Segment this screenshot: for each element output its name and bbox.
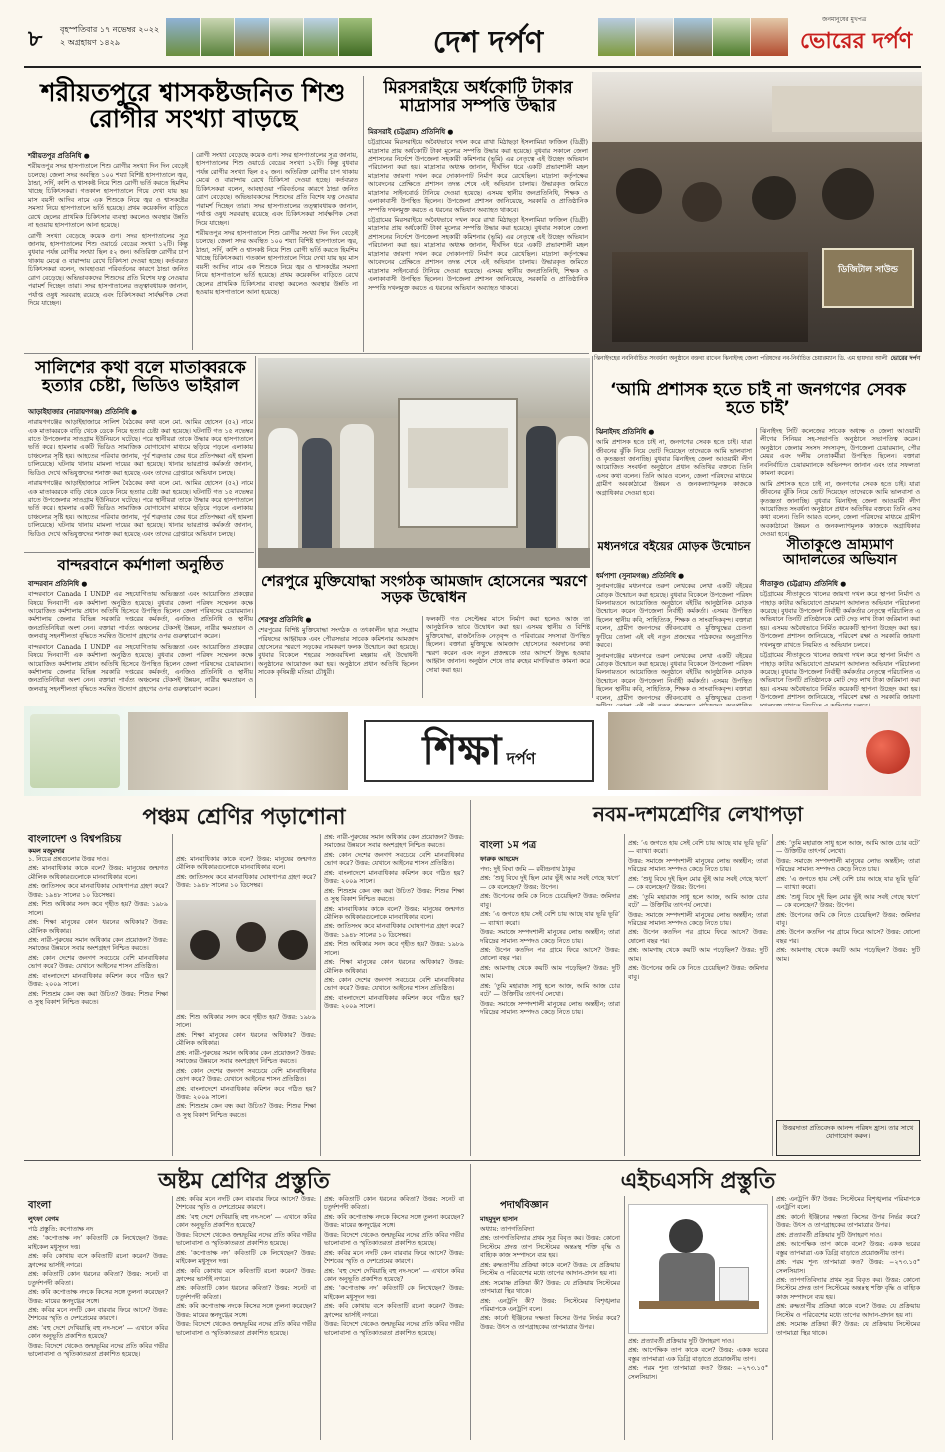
question-item: উত্তর: সমাজে সম্পদশালী মানুষের লোভ অন্তহীন; তারা দরিদ্রের সামান্য সম্পদও কেড়ে নিতে চায়। — [628, 911, 768, 927]
class9-questions-col2 — [628, 840, 768, 1156]
question-item: প্রশ্ন: শিশুশ্রম কেন বন্ধ করা উচিত? উত্তর: শিশুর শিক্ষা ও সুস্থ বিকাশ নিশ্চিত করতে। — [324, 887, 464, 904]
question-item: প্রশ্ন: বাংলাদেশে মানবাধিকার কমিশন কবে গঠিত হয়? উত্তর: ২০০৯ সালে। — [324, 869, 464, 886]
question-item: অধ্যায়: তাপগতিবিদ্যা — [480, 1226, 535, 1233]
story5-photo — [258, 358, 590, 568]
question-item: প্রশ্ন: নারী-পুরুষের সমান অধিকার কেন প্রয়োজন? উত্তর: সমাজের উন্নয়নে সবার অংশগ্রহণ নিশ্চিত করতে। — [176, 1049, 316, 1066]
question-item: প্রশ্ন: ‘কপোতাক্ষ নদ’ কবিতাটি কে লিখেছেন? উত্তর: মাইকেল মধুসূদন দত্ত। — [324, 1285, 464, 1301]
story6-headline[interactable]: ‘আমি প্রশাসক হতে চাই না জনগণের সেবক হতে চাই’ — [610, 380, 906, 418]
header-photo-strip — [166, 18, 372, 56]
story2-headline[interactable]: মিরসরাইয়ে অর্ধকোটি টাকার মাদ্রাসার সম্পত্তি উদ্ধার — [383, 78, 573, 116]
question-item: প্রশ্ন: কোন দেশের জনগণ সবচেয়ে বেশি মানবাধিকার ভোগ করে? উত্তর: যেখানে আইনের শাসন প্রতিষ্ঠিত। — [324, 977, 464, 993]
question-item: প্রশ্ন: শিশুশ্রম কেন বন্ধ করা উচিত? উত্তর: শিশুর শিক্ষা ও সুস্থ বিকাশ নিশ্চিত করতে। — [28, 990, 168, 1006]
question-item: প্রশ্ন: শিশুশ্রম কেন বন্ধ করা উচিত? উত্তর: শিশুর শিক্ষা ও সুস্থ বিকাশ নিশ্চিত করতে। — [176, 1103, 316, 1119]
story1-headline[interactable]: শরীয়তপুরে শ্বাসকষ্টজনিত শিশু রোগীর সংখ্যা বাড়ছে — [40, 78, 346, 134]
question-item: প্রশ্ন: পরম শূন্য তাপমাত্রা কত? উত্তর: −২৭৩.১৫° সেলসিয়াস। — [776, 1259, 920, 1275]
question-item: প্রশ্ন: উপেন কতদিন পর গ্রামে ফিরে আসে? উত্তর: ষোলো বছর পর। — [628, 929, 768, 945]
question-item: পদ্য: দুই বিঘা জমি — রবীন্দ্রনাথ ঠাকুর — [480, 866, 575, 873]
question-item: প্রশ্ন: উপেনের জমি কে নিতে চেয়েছিল? উত্তর: জমিদার বাবু। — [628, 965, 768, 981]
hsc-title[interactable]: এইচএসসি প্রস্তুতি — [620, 1169, 776, 1194]
question-item: প্রশ্ন: বাংলাদেশে মানবাধিকার কমিশন কবে গঠিত হয়? উত্তর: ২০০৯ সালে। — [28, 972, 168, 989]
story5-body-a — [258, 616, 418, 698]
story5-text-b: ফলকটি গত সেপ্টেম্বর মাসে নির্মাণ করা হলেও আজ তা আনুষ্ঠানিক ভাবে উদ্বোধন করা হয়। এসময় স্থানীয় ও বিশিষ্ট মুক্তিযোদ্ধা, রাজনৈতিক নেতৃবৃন্দ ও পরিবারের সদস্যরা উপস্থিত ছিলেন। বক্তারা মুক্তিযুদ্ধে আমজাদ হোসেনের অবদানের কথা স্মরণ করেন এবং নতুন প্রজন্মকে তার আদর্শে উদ্বুদ্ধ হওয়ার আহ্বান জানান। অনুষ্ঠান শেষে তার রুহের মাগফিরাত কামনা করে দোয়া করা হয়। — [426, 616, 590, 674]
story8-headline[interactable]: সীতাকুণ্ডে ভ্রাম্যমাণ আদালতের অভিযান — [783, 537, 897, 568]
page-number: ৮ — [28, 27, 43, 52]
story4-headline[interactable]: বান্দরবানে কর্মশালা অনুষ্ঠিত — [57, 556, 224, 574]
story3-byline: আড়াইহাজার (নারায়ণগঞ্জ) প্রতিনিধি ● — [28, 408, 138, 416]
question-item: প্রশ্ন: নারী-পুরুষের সমান অধিকার কেন প্রয়োজন? উত্তর: সমাজের উন্নয়নে সবার অংশগ্রহণ নিশ্চিত করতে। — [28, 936, 168, 953]
question-item: প্রশ্ন: শিশু অধিকার সনদ কবে গৃহীত হয়? উত্তর: ১৯৮৯ সালে। — [176, 1014, 316, 1030]
class9-answer-note: উত্তরদাতা প্রতিবেদক আনন্দ পরিষদ হ্রাস। তার সাথে যোগাযোগ করুন। — [776, 1120, 920, 1156]
question-item: প্রশ্ন: কবি কোথায় বসে কবিতাটি রচনা করেন? উত্তর: ফ্রান্সের ভার্সাই নগরে। — [324, 1303, 464, 1319]
question-item: প্রশ্ন: আপেক্ষিক তাপ কাকে বলে? উত্তর: একক ভরের বস্তুর তাপমাত্রা এক ডিগ্রি বাড়াতে প্রয়োজনীয় তাপ। — [628, 1347, 768, 1363]
question-item: প্রশ্ন: কোন দেশের জনগণ সবচেয়ে বেশি মানবাধিকার ভোগ করে? উত্তর: যেখানে আইনের শাসন প্রতিষ্ঠিত। — [176, 1067, 316, 1084]
question-item: প্রশ্ন: ‘তুমি মহারাজ সাধু হলে আজ, আমি আজ চোর বটে’ — উক্তিটির তাৎপর্য লেখো। — [480, 982, 620, 999]
question-item: প্রশ্ন: জাতিসংঘ কবে মানবাধিকার ঘোষণাপত্র গ্রহণ করে? উত্তর: ১৯৪৮ সালের ১০ ডিসেম্বর। — [176, 873, 316, 890]
story1-text-a-cont: রোগী সংখ্যা বেড়েছে কয়েক গুণ। সদর হাসপাতালের সূত্র জানায়, হাসপাতালের শিশু ওয়ার্ডে বেডের সংখ্যা ১২টি। কিন্তু বুধবার পর্যন্ত রোগীর সংখ্যা ছিল ৫২ জন। অতিরিক্ত রোগীর চাপ থাকায় মেঝে ও বারান্দায় রেখে চিকিৎসা দেওয়া হচ্ছে। কর্তব্যরত চিকিৎসকরা বলেন, আবহাওয়া পরিবর্তনের কারণে ঠান্ডা জনিত রোগ বেড়েছে। অভিভাবকদের শিশুদের প্রতি বিশেষ যত্ন নেওয়ার পরামর্শ দিচ্ছেন তারা। সদর হাসপাতালের তত্ত্বাবধায়ক জানান, পর্যাপ্ত ওষুধ সরবরাহ রয়েছে এবং চিকিৎসকরা সার্বক্ষণিক সেবা দিয়ে যাচ্ছেন। — [28, 232, 188, 308]
story4-text: বান্দরবানে Canada I UNDP এর সহযোগিতায় অভিজ্ঞতা এবং আয়োজিত প্রকল্পের বিষয়ে দিনব্যাপী এক কর্মশালা অনুষ্ঠিত হয়েছে। বুধবার জেলা পরিষদ সম্মেলন কক্ষে আয়োজিত কর্মশালায় প্রধান অতিথি হিসেবে উপস্থিত ছিলেন জেলা পরিষদের চেয়ারম্যান। কর্মশালায় জেলার বিভিন্ন সরকারি দপ্তরের কর্মকর্তা, এনজিও প্রতিনিধি ও স্থানীয় জনপ্রতিনিধিরা অংশ নেন। বক্তারা পার্বত্য অঞ্চলের টেকসই উন্নয়ন, নারীর ক্ষমতায়ন ও জলবায়ু সহনশীলতা বৃদ্ধিতে সমন্বিত উদ্যোগ গ্রহণের ওপর গুরুত্বারোপ করেন। — [28, 591, 253, 641]
class5-questions-col3 — [324, 834, 464, 1156]
question-item: প্রশ্ন: পরম শূন্য তাপমাত্রা কত? উত্তর: −২৭৩.১৫° সেলসিয়াস। — [628, 1365, 768, 1381]
question-item: প্রশ্ন: উপেনের জমি কে নিতে চেয়েছিল? উত্তর: জমিদার বাবু। — [776, 911, 920, 927]
story6-photo — [592, 72, 922, 352]
class9-questions-col3 — [776, 840, 920, 1116]
question-item: প্রশ্ন: এনট্রপি কী? উত্তর: সিস্টেমের বিশৃঙ্খলার পরিমাপকে এনট্রপি বলে। — [776, 1196, 920, 1212]
story2-text: চট্টগ্রামের মিরসরাইয়ে অবৈধভাবে দখল করে রাখা মিঠাছড়া ইসলামিয়া ফাজিল (ডিগ্রী) মাদ্রাসার প্রায় অর্ধকোটি টাকা মূল্যের সম্পত্তি উদ্ধার করা হয়েছে। বুধবার সকালে জেলা প্রশাসনের নির্দেশে উপজেলা সহকারী কমিশনার (ভূমি) এর নেতৃত্বে এই উচ্ছেদ অভিযান পরিচালনা করা হয়। মাদ্রাসার অধ্যক্ষ জানান, দীর্ঘদিন ধরে একটি প্রভাবশালী মহল মাদ্রাসার জায়গা দখল করে দোকানপাট নির্মাণ করে রেখেছিল। মাদ্রাসা কর্তৃপক্ষের আবেদনের প্রেক্ষিতে প্রশাসন তদন্ত শেষে এই অভিযান চালায়। উদ্ধারকৃত জমিতে মাদ্রাসার সাইনবোর্ড টানিয়ে দেওয়া হয়েছে। এসময় স্থানীয় জনপ্রতিনিধি, শিক্ষক ও এলাকাবাসী উপস্থিত ছিলেন। উপজেলা প্রশাসন জানিয়েছে, সরকারি ও প্রাতিষ্ঠানিক সম্পত্তি দখলমুক্ত করতে এ ধরনের অভিযান অব্যাহত থাকবে। — [368, 139, 588, 214]
question-item: উত্তর: সমাজে সম্পদশালী মানুষের লোভ অন্তহীন; তারা দরিদ্রের সামান্য সম্পদও কেড়ে নিতে চায়। — [628, 857, 768, 874]
story7-headline[interactable]: মধ্যনগরে বইয়ের মোড়ক উন্মোচন — [597, 539, 751, 553]
question-item: প্রশ্ন: ‘শুধু বিঘে দুই ছিল মোর ভুঁই আর সবই গেছে ঋণে’ — কে বলেছেন? উত্তর: উপেন। — [628, 875, 768, 892]
story8-body — [760, 580, 920, 702]
story7-byline: ধর্মপাশা (সুনামগঞ্জ) প্রতিনিধি ● — [596, 572, 685, 580]
story6-photo-caption: ঝিনাইদহের নবনির্বাচিত সংবর্ধনা অনুষ্ঠানে বক্তব্য রাখেন ঝিনাইদহ জেলা পরিষদের নব-নির্বাচিত চেয়ারম্যান ডি. এম হায়দার আলী ভোরের দর্পণ — [594, 356, 920, 362]
story4-byline: বান্দরবান প্রতিনিধি ● — [28, 580, 88, 588]
question-item: প্রশ্ন: কবির মনে নদটি কেন বারবার ফিরে আসে? উত্তর: শৈশবের স্মৃতি ও দেশপ্রেমের কারণে। — [324, 1249, 464, 1266]
story6-body-a — [596, 428, 752, 534]
class8-teacher: লুৎফা বেগম — [28, 1215, 59, 1223]
question-item: প্রশ্ন: কবি কপোতাক্ষ নদকে কিসের সঙ্গে তুলনা করেছেন? উত্তর: মায়ের স্তনদুগ্ধের সঙ্গে। — [176, 1303, 316, 1319]
story7-text-cont: সুনামগঞ্জের মধ্যনগরে তরুণ লেখকের লেখা একটি বইয়ের মোড়ক উন্মোচন করা হয়েছে। বুধবার বিকেলে উপজেলা পরিষদ মিলনায়তনে আয়োজিত অনুষ্ঠানে বইটির আনুষ্ঠানিক মোড়ক উন্মোচন করেন উপজেলা নির্বাহী কর্মকর্তা। এসময় উপস্থিত ছিলেন স্থানীয় কবি, সাহিত্যিক, শিক্ষক ও সাংবাদিকবৃন্দ। বক্তারা বলেন, গ্রামীণ জনপদের জীবনবোধ ও মুক্তিযুদ্ধের চেতনা — [596, 652, 752, 702]
question-item: প্রশ্ন: ‘এ জগতে হায় সেই বেশি চায় আছে যার ভূরি ভূরি’ — ব্যাখ্যা করো। — [480, 911, 620, 927]
question-item: প্রশ্ন: রুদ্ধতাপীয় প্রক্রিয়া কাকে বলে? উত্তর: যে প্রক্রিয়ায় সিস্টেম ও পরিবেশের মধ্যে তাপের আদান-প্রদান হয় না। — [776, 1303, 920, 1319]
question-item: প্রশ্ন: কবিতাটি কোন ধরনের কবিতা? উত্তর: সনেট বা চতুর্দশপদী কবিতা। — [176, 1285, 316, 1301]
story7-body — [596, 572, 752, 702]
question-item: প্রশ্ন: শিক্ষা মানুষের কোন ধরনের অধিকার? উত্তর: মৌলিক অধিকার। — [324, 959, 464, 975]
story4-text-cont: বান্দরবানে Canada I UNDP এর সহযোগিতায় অভিজ্ঞতা এবং আয়োজিত প্রকল্পের বিষয়ে দিনব্যাপী এক কর্মশালা অনুষ্ঠিত হয়েছে। বুধবার জেলা পরিষদ সম্মেলন কক্ষে আয়োজিত কর্মশালায় প্রধান অতিথি হিসেবে উপস্থিত ছিলেন জেলা পরিষদের চেয়ারম্যান। কর্মশালায় জেলার বিভিন্ন সরকারি দপ্তরের কর্মকর্তা, এনজিও প্রতিনিধি ও স্থানীয় জনপ্রতিনিধিরা অংশ নেন। বক্তারা পার্বত্য অঞ্চলের টেকসই উন্নয়ন, নারীর ক্ষমতায়ন ও জলবায়ু সহনশীলতা বৃদ্ধিতে সমন্বিত উদ্যোগ গ্রহণের ওপর গুরুত্বারোপ করেন। — [28, 643, 253, 693]
question-item: প্রশ্ন: কবি কোথায় বসে কবিতাটি রচনা করেন? উত্তর: ফ্রান্সের ভার্সাই নগরে। — [28, 1253, 168, 1269]
story3-text-cont: নারায়ণগঞ্জের আড়াইহাজারে সালিশ বৈঠকের কথা বলে মো. আমির হোসেন (৫২) নামে এক মাতাব্বরকে বাড়ি থেকে ডেকে নিয়ে হত্যার চেষ্টা করা হয়েছে। ঘটনাটি গত ১৫ নভেম্বর রাতে উপজেলার সাতগ্রাম ইউনিয়নে ঘটেছে। পরে স্থানীয়রা তাকে উদ্ধার করে হাসপাতালে ভর্তি করে। হামলার একটি ভিডিও সামাজিক যোগাযোগ মাধ্যমে ছড়িয়ে পড়লে এলাকায় চাঞ্চল্যের সৃষ্টি হয়। আহতের পরিবার জানায়, পূর্ব শত্রুতার জের ধরে প্রতিপক্ষরা এই হামলা চালিয়েছে। ঘটনায় থানায় মামলা দায়ের করা হয়েছে। থানার ভারপ্রাপ্ত কর্মকর্তা জানান, ভিডিও দেখে অভিযুক্তদের শনাক্ত করা হয়েছে এবং তাদের গ্রেপ্তারে অভিযান চলছে। — [28, 480, 253, 538]
story8-text-cont: চট্টগ্রামের সীতাকুণ্ডে খালের জায়গা দখল করে স্থাপনা নির্মাণ ও পাহাড় কাটার অভিযোগে ভ্রাম্যমাণ আদালত অভিযান পরিচালনা করেছে। বুধবার উপজেলা নির্বাহী কর্মকর্তার নেতৃত্বে পরিচালিত এ অভিযানে তিনটি প্রতিষ্ঠানকে মোট দেড় লাখ টাকা জরিমানা করা হয়। এসময় অবৈধভাবে নির্মিত কয়েকটি স্থাপনা উচ্ছেদ করা হয়। উপজেলা প্রশাসন জানিয়েছে, পরিবেশ রক্ষা ও সরকারি জায়গা — [760, 652, 920, 702]
question-item: উত্তর: বিদেশে থেকেও জন্মভূমির নদের প্রতি কবির গভীর ভালোবাসা ও স্মৃতিকাতরতা প্রকাশিত হয়েছে। — [176, 1321, 317, 1337]
story5-byline: শেরপুর প্রতিনিধি ● — [258, 616, 312, 624]
question-item: উত্তর: সমাজে সম্পদশালী মানুষের লোভ অন্তহীন; তারা দরিদ্রের সামান্য সম্পদও কেড়ে নিতে চায়। — [480, 1000, 620, 1016]
class8-title[interactable]: অষ্টম শ্রেণির প্রস্তুতি — [158, 1169, 330, 1194]
hsc-questions-col1 — [480, 1226, 620, 1440]
question-item: উত্তর: বিদেশে থেকেও জন্মভূমির নদের প্রতি কবির গভীর ভালোবাসা ও স্মৃতিকাতরতা প্রকাশিত হয়েছে। — [324, 1231, 465, 1248]
apple-icon — [866, 730, 910, 774]
hsc-questions-col2 — [628, 1338, 768, 1440]
question-item: প্রশ্ন: কোন দেশের জনগণ সবচেয়ে বেশি মানবাধিকার ভোগ করে? উত্তর: যেখানে আইনের শাসন প্রতিষ্ঠিত। — [28, 954, 168, 971]
question-item: প্রশ্ন: কোন দেশের জনগণ সবচেয়ে বেশি মানবাধিকার ভোগ করে? উত্তর: যেখানে আইনের শাসন প্রতিষ্ঠিত। — [324, 851, 464, 868]
story1-text-b: রোগী সংখ্যা বেড়েছে কয়েক গুণ। সদর হাসপাতালের সূত্র জানায়, হাসপাতালের শিশু ওয়ার্ডে বেডের সংখ্যা ১২টি। কিন্তু বুধবার পর্যন্ত রোগীর সংখ্যা ছিল ৫২ জন। অতিরিক্ত রোগীর চাপ থাকায় মেঝে ও বারান্দায় রেখে চিকিৎসা দেওয়া হচ্ছে। কর্তব্যরত চিকিৎসকরা বলেন, আবহাওয়া পরিবর্তনের কারণে ঠান্ডা জনিত রোগ বেড়েছে। অভিভাবকদের শিশুদের প্রতি বিশেষ যত্ন নেওয়ার পরামর্শ দিচ্ছেন তারা। সদর হাসপাতালের তত্ত্বাবধায়ক জানান, পর্যাপ্ত ওষুধ সরবরাহ রয়েছে এবং চিকিৎসকরা সার্বক্ষণিক সেবা দিয়ে যাচ্ছেন। — [196, 152, 358, 227]
question-item: প্রশ্ন: কবিতাটি কোন ধরনের কবিতা? উত্তর: সনেট বা চতুর্দশপদী কবিতা। — [28, 1271, 168, 1287]
question-item: প্রশ্ন: তাপগতিবিদ্যার প্রথম সূত্র বিবৃত কর। উত্তর: কোনো সিস্টেমে প্রদত্ত তাপ সিস্টেমের অন্তঃস্থ শক্তি বৃদ্ধি ও বাহ্যিক কাজ সম্পাদনে ব্যয় হয়। — [776, 1276, 920, 1301]
education-banner — [24, 706, 921, 796]
question-item: প্রশ্ন: ‘কপোতাক্ষ নদ’ কবিতাটি কে লিখেছেন? উত্তর: মাইকেল মধুসূদন দত্ত। — [28, 1235, 168, 1251]
question-item: প্রশ্ন: ‘শুধু বিঘে দুই ছিল মোর ভুঁই আর সবই গেছে ঋণে’ — কে বলেছেন? উত্তর: উপেন। — [776, 893, 920, 910]
question-item: প্রশ্ন: শিশু অধিকার সনদ কবে গৃহীত হয়? উত্তর: ১৯৮৯ সালে। — [324, 941, 464, 957]
question-item: উত্তর: বিদেশে থেকেও জন্মভূমির নদের প্রতি কবির গভীর ভালোবাসা ও স্মৃতিকাতরতা প্রকাশিত হয়েছে। — [28, 1342, 169, 1359]
question-item: প্রশ্ন: প্রত্যাবর্তী প্রক্রিয়ার দুটি উদাহরণ দাও। — [628, 1338, 734, 1345]
story5-headline[interactable]: শেরপুরে মুক্তিযোদ্ধা সংগঠক আমজাদ হোসেনের স্মরণে সড়ক উদ্বোধন — [261, 572, 587, 606]
question-item: প্রশ্ন: রুদ্ধতাপীয় প্রক্রিয়া কাকে বলে? উত্তর: যে প্রক্রিয়ায় সিস্টেম ও পরিবেশের মধ্যে তাপের আদান-প্রদান হয় না। — [480, 1261, 620, 1278]
question-item: প্রশ্ন: নারী-পুরুষের সমান অধিকার কেন প্রয়োজন? উত্তর: সমাজের উন্নয়নে সবার অংশগ্রহণ নিশ্চিত করতে। — [324, 834, 464, 850]
question-item: উত্তর: সমাজে সম্পদশালী মানুষের লোভ অন্তহীন; তারা দরিদ্রের সামান্য সম্পদও কেড়ে নিতে চায়। — [480, 929, 620, 945]
banner-photo-students-left — [128, 712, 348, 790]
question-item: প্রশ্ন: মানবাধিকার কাকে বলে? উত্তর: মানুষের জন্মগত মৌলিক অধিকারগুলোকে মানবাধিকার বলে। — [28, 865, 168, 881]
question-item: প্রশ্ন: এনট্রপি কী? উত্তর: সিস্টেমের বিশৃঙ্খলার পরিমাপকে এনট্রপি বলে। — [480, 1297, 620, 1313]
class5-questions-col1 — [28, 856, 168, 1156]
question-item: প্রশ্ন: কবির মনে নদটি কেন বারবার ফিরে আসে? উত্তর: শৈশবের স্মৃতি ও দেশপ্রেমের কারণে। — [28, 1306, 168, 1323]
question-item: প্রশ্ন: কার্নো ইঞ্জিনের দক্ষতা কিসের উপর নির্ভর করে? উত্তর: উৎস ও তাপগ্রাহকের তাপমাত্রার উপর। — [776, 1213, 920, 1230]
question-item: প্রশ্ন: আমগাছ থেকে কয়টি আম পড়েছিল? উত্তর: দুটি আম। — [628, 947, 768, 963]
header-rule — [24, 66, 921, 68]
question-item: প্রশ্ন: জাতিসংঘ কবে মানবাধিকার ঘোষণাপত্র গ্রহণ করে? উত্তর: ১৯৪৮ সালের ১০ ডিসেম্বর। — [28, 883, 168, 899]
hsc-subject: পদার্থবিজ্ঞান — [500, 1200, 549, 1211]
question-item: প্রশ্ন: কবি কপোতাক্ষ নদকে কিসের সঙ্গে তুলনা করেছেন? উত্তর: মায়ের স্তনদুগ্ধের সঙ্গে। — [28, 1289, 168, 1305]
question-item: উত্তর: বিদেশে থেকেও জন্মভূমির নদের প্রতি কবির গভীর ভালোবাসা ও স্মৃতিকাতরতা প্রকাশিত হয়েছে। — [324, 1321, 465, 1337]
date-line-bangla: ২ অগ্রহায়ণ ১৪২৯ — [60, 38, 121, 47]
question-item: প্রশ্ন: বাংলাদেশে মানবাধিকার কমিশন কবে গঠিত হয়? উত্তর: ২০০৯ সালে। — [176, 1085, 316, 1101]
education-title-main: শিক্ষা — [422, 728, 502, 774]
story1-text-b-cont: শরীয়তপুর সদর হাসপাতালে শিশু রোগীর সংখ্যা দিন দিন বেড়েই চলেছে। জেলা সদর অবস্থিত ১০০ শয্যা বিশিষ্ট হাসপাতালে জ্বর, ঠান্ডা, সর্দি, কাশি ও শ্বাসকষ্ট নিয়ে শিশু রোগী ভর্তি করতে হিমশিম খাচ্ছে চিকিৎসকরা। গতকাল হাসপাতালে গিয়ে দেখা যায় ছয় মাস বয়সী আদিব নামে এক শিশুকে নিয়ে জ্বর ও শ্বাসকষ্টের সমস্যা নিয়ে হাসপাতালে ভর্তি হয়েছে। প্রথম কয়েকদিন বাড়িতে রেখে ছেলের প্রাথমিক চিকিৎসার ব্যবস্থা করলেও অবস্থার উন্নতি না হওয়ায় হাসপাতালে আনা হয়েছে। — [196, 229, 358, 296]
header-photo-strip-right — [598, 18, 788, 56]
question-item: প্রশ্ন: উপেন কতদিন পর গ্রামে ফিরে আসে? উত্তর: ষোলো বছর পর। — [480, 946, 620, 963]
hsc-teacher: মাহমুদুল হাসান — [480, 1215, 518, 1223]
question-item: প্রশ্ন: শিশু অধিকার সনদ কবে গৃহীত হয়? উত্তর: ১৯৮৯ সালে। — [28, 901, 168, 917]
question-item: প্রশ্ন: ‘তুমি মহারাজ সাধু হলে আজ, আমি আজ চোর বটে’ — উক্তিটির তাৎপর্য লেখো। — [776, 840, 920, 856]
class5-questions-col2 — [176, 856, 316, 898]
question-item: উত্তর: বিদেশে থেকেও জন্মভূমির নদের প্রতি কবির গভীর ভালোবাসা ও স্মৃতিকাতরতা প্রকাশিত হয়েছে। — [176, 1231, 317, 1248]
story4-body — [28, 580, 253, 698]
education-title-suffix: দর্পণ — [506, 749, 536, 768]
question-item: প্রশ্ন: কবি কপোতাক্ষ নদকে কিসের সঙ্গে তুলনা করেছেন? উত্তর: মায়ের স্তনদুগ্ধের সঙ্গে। — [324, 1213, 464, 1230]
question-item: প্রশ্ন: তাপগতিবিদ্যার প্রথম সূত্র বিবৃত কর। উত্তর: কোনো সিস্টেমে প্রদত্ত তাপ সিস্টেমের অন্তঃস্থ শক্তি বৃদ্ধি ও বাহ্যিক কাজ সম্পাদনে ব্যয় হয়। — [480, 1235, 620, 1260]
class5-questions-col2b — [176, 1014, 316, 1156]
question-item: প্রশ্ন: কবিতাটি কোন ধরনের কবিতা? উত্তর: সনেট বা চতুর্দশপদী কবিতা। — [324, 1196, 464, 1212]
banner-illustration-left — [30, 714, 120, 788]
question-item: প্রশ্ন: কবির মনে নদটি কেন বারবার ফিরে আসে? উত্তর: শৈশবের স্মৃতি ও দেশপ্রেমের কারণে। — [176, 1196, 316, 1212]
podium-banner: ডিজিটাল সাউন্ড — [838, 265, 898, 275]
story6-text-a: আমি প্রশাসক হতে চাই না, জনগণের সেবক হতে চাই। যারা জীবনের ঝুঁকি নিয়ে ভোট দিয়েছেন তাদেরকে আমি ভালবাসা ও কৃতজ্ঞতা জানাচ্ছি। বুধবার ঝিনাইদহ জেলা আওয়ামী লীগ আয়োজিত সংবর্ধনা অনুষ্ঠানে প্রধান অতিথির বক্তব্যে তিনি এসব কথা বলেন। তিনি আরও বলেন, জেলা পরিষদের মাধ্যমে গ্রামীণ অবকাঠামো উন্নয়ন ও জনকল্যাণমূলক কাজকে অগ্রাধিকার দেওয়া হবে। — [596, 439, 752, 497]
story6-body-b — [760, 428, 920, 539]
story3-text: নারায়ণগঞ্জের আড়াইহাজারে সালিশ বৈঠকের কথা বলে মো. আমির হোসেন (৫২) নামে এক মাতাব্বরকে বাড়ি থেকে ডেকে নিয়ে হত্যার চেষ্টা করা হয়েছে। ঘটনাটি গত ১৫ নভেম্বর রাতে উপজেলার সাতগ্রাম ইউনিয়নে ঘটেছে। পরে স্থানীয়রা তাকে উদ্ধার করে হাসপাতালে ভর্তি করে। হামলার একটি ভিডিও সামাজিক যোগাযোগ মাধ্যমে ছড়িয়ে পড়লে এলাকায় চাঞ্চল্যের সৃষ্টি হয়। আহতের পরিবার জানায়, পূর্ব শত্রুতার জের ধরে প্রতিপক্ষরা এই হামলা চালিয়েছে। ঘটনায় থানায় মামলা দায়ের করা হয়েছে। থানার ভারপ্রাপ্ত কর্মকর্তা জানান, ভিডিও দেখে অভিযুক্তদের শনাক্ত করা হয়েছে এবং তাদের গ্রেপ্তারে অভিযান চলছে। — [28, 419, 253, 477]
brand-tagline: জনমানুষের মুখপত্র — [822, 16, 867, 23]
story6-text-b: ঝিনাইদহ সিটি কলেজের সাবেক অধ্যক্ষ ও জেলা আওয়ামী লীগের সিনিয়র সহ-সভাপতি অনুষ্ঠানে সভাপতিত্ব করেন। অনুষ্ঠানে জেলার সংসদ সদস্যবৃন্দ, উপজেলা চেয়ারম্যান, পৌর মেয়র এবং দলীয় নেতাকর্মীরা উপস্থিত ছিলেন। বক্তারা নবনির্বাচিত চেয়ারম্যানকে অভিনন্দন জানান এবং তার সফলতা কামনা করেন। — [760, 428, 920, 478]
question-item: প্রশ্ন: জাতিসংঘ কবে মানবাধিকার ঘোষণাপত্র গ্রহণ করে? উত্তর: ১৯৪৮ সালের ১০ ডিসেম্বর। — [324, 923, 464, 939]
question-item: প্রশ্ন: আমগাছ থেকে কয়টি আম পড়েছিল? উত্তর: দুটি আম। — [776, 947, 920, 963]
story6-byline: ঝিনাইদহ প্রতিনিধি ● — [596, 428, 655, 436]
class5-teacher: কমল মজুমদার — [28, 847, 65, 855]
class5-subject: বাংলাদেশ ও বিশ্বপরিচয় — [28, 834, 122, 845]
question-item: প্রশ্ন: ‘বহু দেশে দেখিয়াছি বহু নদ-দলে’ — এখানে কবির কোন অনুভূতি প্রকাশিত হয়েছে? — [324, 1267, 464, 1283]
photo-credit: ভোরের দর্পণ — [890, 356, 920, 362]
story1-text-a: শরীয়তপুর সদর হাসপাতালে শিশু রোগীর সংখ্যা দিন দিন বেড়েই চলেছে। জেলা সদর অবস্থিত ১০০ শয্যা বিশিষ্ট হাসপাতালে জ্বর, ঠান্ডা, সর্দি, কাশি ও শ্বাসকষ্ট নিয়ে শিশু রোগী ভর্তি করতে হিমশিম খাচ্ছে চিকিৎসকরা। গতকাল হাসপাতালে গিয়ে দেখা যায় ছয় মাস বয়সী আদিব নামে এক শিশুকে নিয়ে জ্বর ও শ্বাসকষ্টের সমস্যা নিয়ে হাসপাতালে ভর্তি হয়েছে। প্রথম কয়েকদিন বাড়িতে রেখে ছেলের প্রাথমিক চিকিৎসার ব্যবস্থা করলেও অবস্থার উন্নতি না হওয়ায় হাসপাতালে আনা হয়েছে। — [28, 163, 188, 230]
class8-questions-col2 — [176, 1196, 316, 1440]
story6-text-b-cont: আমি প্রশাসক হতে চাই না, জনগণের সেবক হতে চাই। যারা জীবনের ঝুঁকি নিয়ে ভোট দিয়েছেন তাদেরকে আমি ভালবাসা ও কৃতজ্ঞতা জানাচ্ছি। বুধবার ঝিনাইদহ জেলা আওয়ামী লীগ আয়োজিত সংবর্ধনা অনুষ্ঠানে প্রধান অতিথির বক্তব্যে তিনি এসব কথা বলেন। তিনি আরও বলেন, জেলা পরিষদের মাধ্যমে গ্রামীণ অবকাঠামো উন্নয়ন ও জনকল্যাণমূলক কাজকে অগ্রাধিকার দেওয়া হবে। — [760, 480, 920, 539]
question-item: প্রশ্ন: ‘তুমি মহারাজ সাধু হলে আজ, আমি আজ চোর বটে’ — উক্তিটির তাৎপর্য লেখো। — [628, 893, 768, 910]
question-item: প্রশ্ন: শিক্ষা মানুষের কোন ধরনের অধিকার? উত্তর: মৌলিক অধিকার। — [176, 1031, 316, 1048]
question-item: প্রশ্ন: উপেনের জমি কে নিতে চেয়েছিল? উত্তর: জমিদার বাবু। — [480, 893, 620, 909]
story8-text: চট্টগ্রামের সীতাকুণ্ডে খালের জায়গা দখল করে স্থাপনা নির্মাণ ও পাহাড় কাটার অভিযোগে ভ্রাম্যমাণ আদালত অভিযান পরিচালনা করেছে। বুধবার উপজেলা নির্বাহী কর্মকর্তার নেতৃত্বে পরিচালিত এ অভিযানে তিনটি প্রতিষ্ঠানকে মোট দেড় লাখ টাকা জরিমানা করা হয়। এসময় অবৈধভাবে নির্মিত কয়েকটি স্থাপনা উচ্ছেদ করা হয়। উপজেলা প্রশাসন জানিয়েছে, পরিবেশ রক্ষা ও সরকারি জায়গা দখলমুক্ত রাখতে নিয়মিত এ অভিযান চলবে। — [760, 591, 920, 649]
story2-body — [368, 128, 588, 350]
question-item: প্রশ্ন: শিক্ষা মানুষের কোন ধরনের অধিকার? উত্তর: মৌলিক অধিকার। — [28, 919, 168, 935]
question-item: পাঠ প্রস্তুতি: কপোতাক্ষ নদ — [28, 1226, 94, 1233]
story3-headline[interactable]: সালিশের কথা বলে মাতাব্বরকে হত্যার চেষ্টা, ভিডিও ভাইরাল — [35, 358, 246, 396]
question-item: প্রশ্ন: ‘বহু দেশে দেখিয়াছি বহু নদ-দলে’ — এখানে কবির কোন অনুভূতি প্রকাশিত হয়েছে? — [176, 1213, 316, 1230]
story1-body-a — [28, 152, 188, 350]
hsc-illustration — [628, 1204, 768, 1334]
brand-logo: ভোরের দর্পণ — [800, 29, 913, 54]
class8-questions-col3 — [324, 1196, 464, 1440]
class5-title[interactable]: পঞ্চম শ্রেণির পড়াশোনা — [142, 805, 346, 830]
date-line: বৃহস্পতিবার ১৭ নভেম্বর ২০২২ — [60, 25, 160, 34]
question-item: প্রশ্ন: আপেক্ষিক তাপ কাকে বলে? উত্তর: একক ভরের বস্তুর তাপমাত্রা এক ডিগ্রি বাড়াতে প্রয়োজনীয় তাপ। — [776, 1241, 920, 1257]
class8-questions-col1 — [28, 1226, 168, 1440]
story7-text: সুনামগঞ্জের মধ্যনগরে তরুণ লেখকের লেখা একটি বইয়ের মোড়ক উন্মোচন করা হয়েছে। বুধবার বিকেলে উপজেলা পরিষদ মিলনায়তনে আয়োজিত অনুষ্ঠানে বইটির আনুষ্ঠানিক মোড়ক উন্মোচন করেন উপজেলা নির্বাহী কর্মকর্তা। এসময় উপস্থিত ছিলেন স্থানীয় কবি, সাহিত্যিক, শিক্ষক ও সাংবাদিকবৃন্দ। বক্তারা বলেন, গ্রামীণ জনপদের জীবনবোধ ও মুক্তিযুদ্ধের চেতনা ফুটিয়ে তোলা এই বই নতুন প্রজন্মের পাঠকদের অনুপ্রাণিত করবে। — [596, 583, 752, 650]
question-item: প্রশ্ন: আমগাছ থেকে কয়টি আম পড়েছিল? উত্তর: দুটি আম। — [480, 964, 620, 981]
question-item: প্রশ্ন: কবি কোথায় বসে কবিতাটি রচনা করেন? উত্তর: ফ্রান্সের ভার্সাই নগরে। — [176, 1267, 316, 1283]
question-item: প্রশ্ন: কার্নো ইঞ্জিনের দক্ষতা কিসের উপর নির্ভর করে? উত্তর: উৎস ও তাপগ্রাহকের তাপমাত্রার উপর। — [480, 1315, 620, 1331]
question-item: প্রশ্ন: বাংলাদেশে মানবাধিকার কমিশন কবে গঠিত হয়? উত্তর: ২০০৯ সালে। — [324, 994, 464, 1011]
class9-subject: বাংলা ১ম পত্র — [480, 840, 537, 851]
banner-photo-students-right — [608, 712, 828, 790]
question-item: ১. নিচের প্রশ্নগুলোর উত্তর দাও। — [28, 856, 109, 863]
section-title: দেশ দর্পণ — [432, 25, 544, 60]
class9-teacher: ফারুক আহমেদ — [480, 855, 519, 863]
education-title — [364, 720, 594, 782]
question-item: প্রশ্ন: ‘বহু দেশে দেখিয়াছি বহু নদ-দলে’ — এখানে কবির কোন অনুভূতি প্রকাশিত হয়েছে? — [28, 1324, 168, 1341]
question-item: প্রশ্ন: মানবাধিকার কাকে বলে? উত্তর: মানুষের জন্মগত মৌলিক অধিকারগুলোকে মানবাধিকার বলে। — [176, 856, 316, 872]
question-item: প্রশ্ন: ‘এ জগতে হায় সেই বেশি চায় আছে যার ভূরি ভূরি’ — ব্যাখ্যা করো। — [776, 875, 920, 892]
question-item: প্রশ্ন: ‘শুধু বিঘে দুই ছিল মোর ভুঁই আর সবই গেছে ঋণে’ — কে বলেছেন? উত্তর: উপেন। — [480, 875, 620, 891]
story2-byline: মিরসরাই (চট্টগ্রাম) প্রতিনিধি ● — [368, 128, 454, 136]
class5-photo — [176, 900, 316, 1010]
question-item: প্রশ্ন: সমোষ্ণ প্রক্রিয়া কী? উত্তর: যে প্রক্রিয়ায় সিস্টেমের তাপমাত্রা স্থির থাকে। — [480, 1279, 620, 1296]
story3-body — [28, 408, 253, 548]
story2-text-cont: চট্টগ্রামের মিরসরাইয়ে অবৈধভাবে দখল করে রাখা মিঠাছড়া ইসলামিয়া ফাজিল (ডিগ্রী) মাদ্রাসার প্রায় অর্ধকোটি টাকা মূল্যের সম্পত্তি উদ্ধার করা হয়েছে। বুধবার সকালে জেলা প্রশাসনের নির্দেশে উপজেলা সহকারী কমিশনার (ভূমি) এর নেতৃত্বে এই উচ্ছেদ অভিযান পরিচালনা করা হয়। মাদ্রাসার অধ্যক্ষ জানান, দীর্ঘদিন ধরে একটি প্রভাবশালী মহল মাদ্রাসার জায়গা দখল করে দোকানপাট নির্মাণ করে রেখেছিল। মাদ্রাসা কর্তৃপক্ষের আবেদনের প্রেক্ষিতে প্রশাসন তদন্ত শেষে এই অভিযান চালায়। উদ্ধারকৃত জমিতে মাদ্রাসার সাইনবোর্ড টানিয়ে দেওয়া হয়েছে। এসময় স্থানীয় জনপ্রতিনিধি, শিক্ষক ও এলাকাবাসী উপস্থিত ছিলেন। উপজেলা প্রশাসন জানিয়েছে, সরকারি ও প্রাতিষ্ঠানিক সম্পত্তি দখলমুক্ত করতে এ ধরনের অভিযান অব্যাহত থাকবে। — [368, 217, 588, 292]
story1-byline: শরীয়তপুর প্রতিনিধি ● — [28, 152, 90, 160]
story5-text-a: শেরপুরের বিশিষ্ট মুক্তিযোদ্ধা সংগঠক ও তৎকালীন ছাত্র সংগ্রাম পরিষদের আহ্বায়ক এবং পৌরসভার সাবেক কমিশনার আমজাদ হোসেনের স্মরণে সড়কের নামকরণ ফলক উন্মোচন করা হয়েছে। বুধবার বিকেলে শহরের সজবরখিলা মহল্লায় এই উদ্বোধনী অনুষ্ঠানের আয়োজন করা হয়। অনুষ্ঠানে প্রধান অতিথি ছিলেন সাবেক কৃষিমন্ত্রী মতিয়া চৌধুরী। — [258, 627, 418, 677]
question-item: প্রশ্ন: মানবাধিকার কাকে বলে? উত্তর: মানুষের জন্মগত মৌলিক অধিকারগুলোকে মানবাধিকার বলে। — [324, 905, 464, 921]
class9-questions-col1 — [480, 866, 620, 1156]
page-header — [0, 0, 945, 76]
hsc-questions-col3 — [776, 1196, 920, 1440]
class9-title[interactable]: নবম-দশমশ্রেণির লেখাপড়া — [593, 802, 803, 826]
question-item: প্রশ্ন: ‘এ জগতে হায় সেই বেশি চায় আছে যার ভূরি ভূরি’ — ব্যাখ্যা করো। — [628, 840, 768, 856]
question-item: প্রশ্ন: উপেন কতদিন পর গ্রামে ফিরে আসে? উত্তর: ষোলো বছর পর। — [776, 929, 920, 945]
story8-byline: সীতাকুণ্ড (চট্টগ্রাম) প্রতিনিধি ● — [760, 580, 847, 588]
question-item: উত্তর: সমাজে সম্পদশালী মানুষের লোভ অন্তহীন; তারা দরিদ্রের সামান্য সম্পদও কেড়ে নিতে চায়। — [776, 857, 920, 874]
question-item: প্রশ্ন: ‘কপোতাক্ষ নদ’ কবিতাটি কে লিখেছেন? উত্তর: মাইকেল মধুসূদন দত্ত। — [176, 1249, 316, 1266]
story1-body-b — [196, 152, 358, 350]
question-item: প্রশ্ন: সমোষ্ণ প্রক্রিয়া কী? উত্তর: যে প্রক্রিয়ায় সিস্টেমের তাপমাত্রা স্থির থাকে। — [776, 1321, 920, 1337]
question-item: প্রশ্ন: প্রত্যাবর্তী প্রক্রিয়ার দুটি উদাহরণ দাও। — [776, 1231, 882, 1239]
class8-subject: বাংলা — [28, 1200, 52, 1211]
story5-body-b — [426, 616, 590, 698]
